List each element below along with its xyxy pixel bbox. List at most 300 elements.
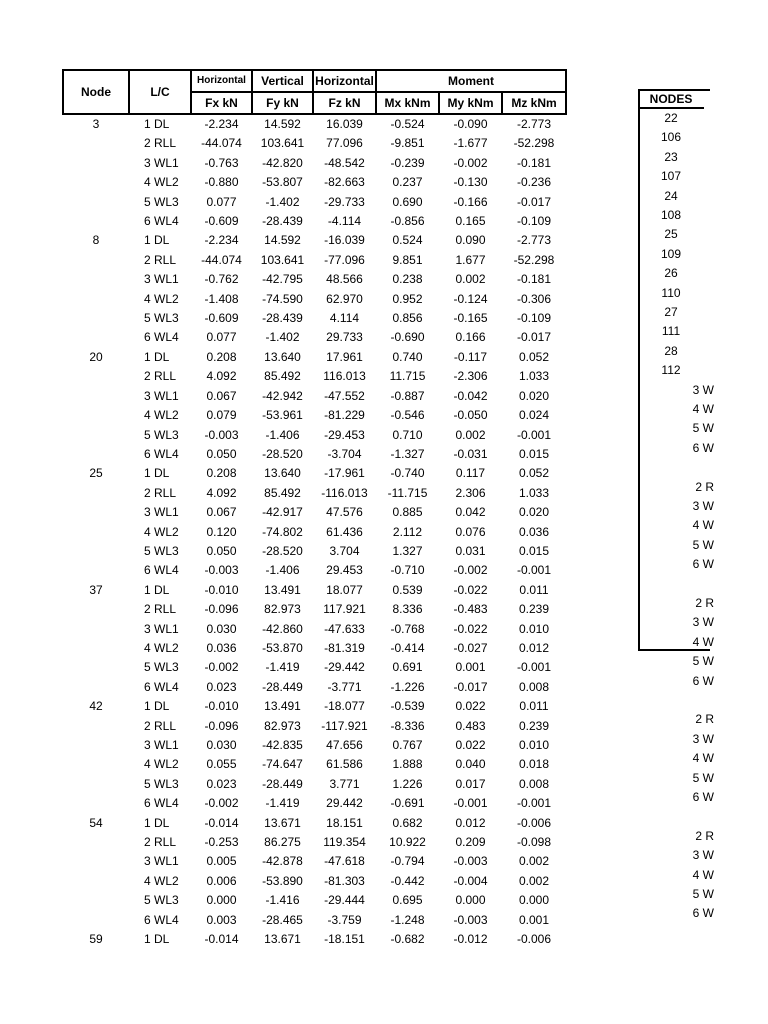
header-fy: Fy kN (252, 92, 313, 114)
cell-mx: -0.740 (390, 466, 425, 481)
cell-my: 0.001 (455, 660, 486, 675)
reaction-table (62, 69, 567, 949)
cell-mz: 0.011 (519, 582, 549, 597)
cell-fx: 0.050 (206, 446, 237, 461)
cell-fy: -74.590 (262, 291, 303, 306)
table-row (63, 717, 566, 736)
cell-fx: -0.880 (204, 175, 239, 190)
cell-mz: 0.024 (518, 408, 550, 423)
header-mx: Mx kNm (376, 92, 439, 114)
cell-node (63, 290, 129, 309)
cell-mx: 0.695 (392, 893, 423, 908)
cell-mz: -2.773 (516, 233, 552, 248)
cell-fy: 103.641 (260, 136, 305, 151)
cell-fz: 3.704 (329, 543, 360, 558)
cell-fy: -28.520 (262, 543, 303, 558)
cell-node (63, 658, 129, 677)
table-row (63, 348, 566, 367)
cell-fx: -0.609 (204, 214, 239, 229)
cell-my: 0.002 (455, 427, 486, 442)
cell-fz: -29.453 (324, 427, 365, 442)
cell-mx: -0.524 (390, 117, 425, 131)
cell-fx: 0.030 (206, 738, 237, 752)
cell-fy: 85.492 (264, 369, 301, 384)
cell-mz: 0.008 (518, 679, 550, 694)
load-case-fragment: 2 R (695, 479, 714, 494)
cell-fy: 82.973 (264, 602, 301, 617)
cell-mx: -8.336 (390, 718, 425, 733)
load-case-fragment: 3 W (692, 499, 714, 513)
cell-fy: 82.973 (264, 718, 301, 733)
cell-node: 37 (89, 582, 103, 597)
cell-mz: -0.001 (516, 796, 552, 811)
cell-my: 0.166 (455, 330, 486, 345)
table-row (63, 814, 566, 833)
cell-lc: 6 WL4 (144, 563, 179, 578)
cell-my: -0.002 (453, 155, 488, 170)
cell-mz: 0.001 (518, 912, 550, 927)
cell-fy: -42.917 (262, 505, 303, 520)
cell-node (63, 872, 129, 891)
cell-fz: -47.633 (324, 621, 365, 636)
cell-my: -0.042 (453, 388, 488, 403)
header-vertical: Vertical (252, 70, 313, 92)
load-case-fragment: 6 W (692, 557, 714, 572)
cell-fy: 14.592 (264, 233, 301, 248)
cell-mz: -0.001 (516, 563, 552, 578)
cell-fy: -28.520 (262, 446, 303, 461)
cell-lc: 4 WL2 (144, 524, 179, 539)
cell-fy: -1.402 (265, 330, 300, 345)
cell-lc: 3 WL1 (144, 621, 179, 636)
cell-fz: -81.303 (324, 873, 365, 888)
header-mz: Mz kNm (502, 92, 566, 114)
cell-fy: -1.419 (265, 660, 300, 675)
cell-lc: 6 WL4 (144, 912, 179, 927)
cell-mx: 0.856 (392, 311, 423, 326)
cell-node: 8 (92, 233, 100, 248)
load-case-fragment: 6 W (692, 906, 714, 921)
cell-mx: 1.226 (392, 776, 423, 791)
cell-mx: -0.794 (390, 854, 425, 869)
cell-fz: 119.354 (323, 835, 366, 850)
header-node: Node (63, 70, 129, 114)
node-id: 109 (660, 246, 682, 261)
cell-my: 0.042 (455, 505, 486, 520)
cell-fx: 0.006 (206, 873, 237, 888)
cell-fx: 0.067 (206, 388, 237, 403)
cell-fy: 13.491 (264, 582, 301, 597)
cell-fx: -44.074 (201, 136, 242, 151)
cell-fz: -3.759 (327, 912, 362, 927)
cell-my: -0.004 (453, 873, 488, 888)
cell-mx: -11.715 (387, 485, 428, 500)
load-case-fragment: 6 W (692, 440, 714, 455)
cell-lc: 1 DL (144, 233, 170, 248)
cell-node (63, 736, 129, 755)
cell-mz: -0.306 (516, 291, 552, 306)
cell-my: -0.130 (453, 175, 488, 190)
cell-node (63, 891, 129, 910)
cell-mx: -0.414 (390, 640, 425, 655)
cell-lc: 1 DL (144, 582, 170, 597)
cell-node (63, 173, 129, 192)
cell-lc: 6 WL4 (144, 214, 179, 229)
cell-my: -0.166 (453, 194, 488, 209)
load-case-fragment: 5 W (692, 887, 714, 901)
cell-node (63, 503, 129, 522)
table-row (63, 658, 566, 677)
cell-node (63, 561, 129, 580)
cell-fx: 0.005 (206, 854, 237, 869)
cell-node (63, 911, 129, 930)
table-row (63, 600, 566, 619)
cell-fx: 0.067 (206, 505, 237, 520)
cell-node (63, 445, 129, 464)
cell-fy: -28.439 (262, 214, 303, 229)
header-lc: L/C (129, 70, 191, 114)
table-row (63, 561, 566, 580)
cell-fx: 0.077 (206, 330, 237, 345)
cell-node (63, 251, 129, 270)
node-id: 25 (664, 227, 678, 242)
cell-fy: -28.439 (262, 311, 303, 326)
cell-my: 0.483 (455, 718, 486, 733)
cell-mx: 0.740 (392, 349, 423, 364)
cell-my: -0.017 (453, 679, 488, 694)
cell-mx: -0.768 (390, 621, 425, 636)
cell-node: 25 (89, 466, 103, 481)
cell-lc: 1 DL (144, 466, 170, 481)
cell-mx: 0.237 (392, 175, 423, 190)
cell-mx: -0.442 (390, 873, 425, 888)
load-case-fragment: 4 W (692, 518, 714, 533)
cell-fz: -48.542 (324, 155, 365, 170)
node-id: 23 (664, 149, 678, 164)
cell-fy: 14.592 (264, 117, 301, 131)
node-id: 110 (661, 285, 681, 300)
cell-fz: 48.566 (326, 272, 363, 287)
cell-node (63, 154, 129, 173)
cell-fz: -3.771 (327, 679, 362, 694)
cell-mz: -0.017 (516, 330, 552, 345)
cell-fy: 86.275 (264, 835, 301, 850)
header-fx: Fx kN (191, 92, 252, 114)
cell-fx: -0.762 (204, 272, 239, 287)
table-row (63, 367, 566, 386)
cell-my: 1.677 (455, 252, 486, 267)
cell-fz: 29.442 (326, 796, 363, 811)
cell-fy: -1.419 (265, 796, 300, 811)
cell-mx: -0.856 (390, 214, 425, 229)
cell-mz: 0.036 (518, 524, 550, 539)
cell-fx: -0.609 (204, 311, 239, 326)
cell-node: 3 (92, 117, 100, 131)
load-case-fragment: 6 W (692, 790, 714, 804)
cell-fy: -28.465 (262, 912, 303, 927)
cell-mx: -1.327 (390, 446, 425, 461)
cell-node (63, 620, 129, 639)
cell-my: -0.027 (453, 640, 488, 655)
cell-fx: 0.030 (206, 621, 237, 636)
load-case-fragment: 3 W (692, 848, 714, 863)
cell-mz: 0.000 (518, 893, 550, 908)
table-row (63, 231, 566, 250)
cell-my: 0.040 (455, 757, 486, 772)
cell-lc: 4 WL2 (144, 640, 179, 655)
cell-fz: -81.319 (324, 640, 365, 655)
cell-mz: -0.001 (516, 427, 552, 442)
cell-my: -0.001 (453, 796, 488, 811)
cell-my: 0.012 (455, 815, 486, 830)
cell-node (63, 833, 129, 852)
cell-lc: 4 WL2 (144, 873, 179, 888)
cell-fx: 0.023 (206, 776, 237, 791)
cell-node (63, 639, 129, 658)
table-row (63, 134, 566, 153)
cell-fx: -0.003 (204, 427, 239, 442)
cell-lc: 5 WL3 (144, 194, 179, 209)
cell-fy: -74.802 (262, 524, 303, 539)
cell-my: -0.090 (453, 117, 488, 131)
cell-mx: 8.336 (392, 602, 423, 617)
cell-lc: 3 WL1 (144, 854, 179, 869)
node-id: 24 (664, 188, 678, 203)
load-case-fragment: 6 W (692, 673, 714, 688)
table-row (63, 542, 566, 561)
cell-mx: -0.690 (390, 330, 425, 345)
node-id: 27 (664, 305, 678, 319)
cell-fz: 17.961 (326, 349, 363, 364)
cell-mz: -52.298 (513, 136, 555, 151)
cell-fy: 13.671 (264, 932, 301, 947)
cell-mx: 11.715 (389, 369, 426, 384)
cell-fx: -0.003 (204, 563, 239, 578)
table-row (63, 290, 566, 309)
cell-fz: -47.618 (324, 854, 365, 869)
cell-fx: -2.234 (204, 117, 239, 131)
cell-mz: -0.109 (516, 214, 552, 229)
cell-lc: 5 WL3 (144, 427, 179, 442)
cell-fy: -1.406 (265, 563, 300, 578)
cell-mz: 1.033 (518, 485, 550, 500)
cell-lc: 6 WL4 (144, 679, 179, 694)
cell-node (63, 212, 129, 231)
table-row (63, 154, 566, 173)
cell-fy: -74.647 (262, 757, 303, 772)
cell-my: 0.017 (455, 776, 486, 791)
cell-mz: 0.020 (518, 388, 550, 403)
cell-fz: 29.453 (326, 563, 363, 578)
cell-my: -0.012 (453, 932, 488, 947)
cell-fz: 29.733 (326, 330, 363, 345)
cell-my: -0.031 (453, 446, 488, 461)
cell-fz: -116.013 (321, 485, 368, 500)
cell-my: -0.022 (453, 621, 488, 636)
cell-fx: -2.234 (204, 233, 239, 248)
cell-mz: 0.239 (518, 718, 550, 733)
cell-fz: -3.704 (327, 446, 362, 461)
cell-fx: -0.010 (204, 582, 239, 597)
cell-mz: 0.015 (518, 543, 550, 558)
cell-node (63, 426, 129, 445)
cell-lc: 2 RLL (144, 369, 177, 384)
cell-my: -0.483 (453, 602, 488, 617)
cell-mx: 2.112 (392, 524, 423, 539)
cell-mx: 0.885 (392, 505, 423, 520)
cell-fy: -42.878 (262, 854, 303, 869)
cell-fz: 77.096 (326, 136, 363, 151)
cell-fz: 61.436 (326, 524, 363, 539)
cell-fy: 103.641 (260, 252, 305, 267)
cell-fx: -0.096 (204, 602, 239, 617)
load-case-fragment: 2 R (695, 596, 714, 610)
cell-fy: 13.671 (264, 815, 301, 830)
cell-mz: -0.098 (516, 835, 552, 850)
load-case-fragment: 3 W (692, 382, 714, 397)
node-id: 26 (664, 266, 678, 281)
cell-fz: -82.663 (324, 175, 365, 190)
table-row (63, 678, 566, 697)
cell-my: -0.003 (453, 912, 488, 927)
cell-lc: 5 WL3 (144, 776, 179, 791)
table-row (63, 833, 566, 852)
cell-lc: 4 WL2 (144, 175, 179, 190)
cell-mx: 0.539 (392, 582, 423, 597)
cell-my: -0.117 (453, 349, 488, 364)
cell-my: 0.117 (455, 466, 486, 481)
cell-lc: 5 WL3 (144, 893, 179, 908)
cell-fx: 4.092 (206, 369, 237, 384)
table-row (63, 309, 566, 328)
cell-fx: 0.055 (206, 757, 237, 772)
cell-fz: -29.444 (324, 893, 365, 908)
nodes-header: NODES (638, 89, 704, 109)
cell-fx: 0.077 (206, 194, 237, 209)
cell-fx: 0.036 (206, 640, 237, 655)
cell-fy: 13.640 (264, 466, 301, 481)
cell-fz: -16.039 (324, 233, 365, 248)
cell-mz: -0.181 (516, 272, 552, 287)
cell-my: -1.677 (453, 136, 488, 151)
cell-fy: -53.870 (262, 640, 303, 655)
table-row (63, 387, 566, 406)
cell-mx: 0.524 (392, 233, 423, 248)
cell-my: 0.000 (455, 893, 486, 908)
cell-lc: 3 WL1 (144, 505, 179, 520)
clipped-side-column (600, 0, 714, 1024)
table-row (63, 620, 566, 639)
cell-mz: 0.020 (518, 505, 550, 520)
load-case-fragment: 3 W (692, 615, 714, 630)
cell-fz: -77.096 (324, 252, 365, 267)
cell-my: -0.165 (453, 311, 488, 326)
cell-fy: -53.890 (262, 873, 303, 888)
load-case-fragment: 4 W (692, 867, 714, 882)
cell-fy: -42.820 (262, 155, 303, 170)
cell-mx: 9.851 (392, 252, 423, 267)
cell-fy: 13.491 (264, 699, 301, 714)
cell-lc: 2 RLL (144, 835, 177, 850)
table-row (63, 872, 566, 891)
cell-mz: 0.052 (518, 349, 550, 364)
cell-node (63, 134, 129, 153)
table-row (63, 464, 566, 483)
node-id: 106 (660, 130, 682, 145)
table-row (63, 484, 566, 503)
cell-fx: 0.208 (206, 349, 237, 364)
cell-fz: -17.961 (324, 466, 365, 481)
cell-node (63, 600, 129, 619)
cell-node (63, 755, 129, 774)
table-row (63, 697, 566, 716)
load-case-fragment: 3 W (692, 731, 714, 746)
cell-lc: 1 DL (144, 117, 170, 131)
cell-fz: -81.229 (324, 408, 365, 423)
cell-mx: -0.239 (390, 155, 425, 170)
cell-mz: -52.298 (513, 252, 555, 267)
cell-node (63, 484, 129, 503)
cell-lc: 2 RLL (144, 252, 177, 267)
cell-my: 0.031 (455, 543, 486, 558)
cell-fy: -53.961 (262, 408, 303, 423)
cell-node (63, 328, 129, 347)
table-row (63, 930, 566, 949)
cell-mz: -0.006 (516, 815, 552, 830)
cell-node (63, 775, 129, 794)
cell-fz: -18.077 (324, 699, 365, 714)
cell-lc: 4 WL2 (144, 408, 179, 423)
cell-fx: 0.079 (206, 408, 237, 423)
cell-fz: -29.733 (324, 194, 365, 209)
node-id: 28 (664, 343, 678, 358)
cell-mz: -0.236 (516, 175, 552, 190)
cell-fy: -53.807 (262, 175, 303, 190)
cell-node (63, 717, 129, 736)
cell-fx: -0.096 (204, 718, 239, 733)
cell-fy: -42.835 (262, 738, 303, 752)
load-case-fragment: 2 R (695, 828, 714, 843)
cell-fz: 47.656 (326, 738, 363, 752)
cell-my: -0.002 (453, 563, 488, 578)
cell-fx: -44.074 (201, 252, 242, 267)
load-case-fragment: 4 W (692, 402, 714, 416)
cell-fy: -28.449 (262, 679, 303, 694)
cell-fx: -0.014 (204, 932, 239, 947)
table-row (63, 523, 566, 542)
cell-my: -0.022 (453, 582, 488, 597)
cell-node: 59 (89, 932, 103, 947)
cell-lc: 1 DL (144, 699, 170, 714)
cell-node (63, 852, 129, 871)
cell-fz: -117.921 (321, 718, 368, 733)
cell-lc: 1 DL (144, 349, 170, 364)
table-row (63, 328, 566, 347)
cell-mx: 1.888 (392, 757, 423, 772)
cell-fy: 85.492 (264, 485, 301, 500)
cell-fx: -1.408 (204, 291, 239, 306)
load-case-fragment: 5 W (692, 770, 714, 785)
cell-node (63, 523, 129, 542)
cell-node (63, 309, 129, 328)
cell-node (63, 193, 129, 212)
load-case-fragment: 5 W (692, 537, 714, 552)
cell-mz: 1.033 (518, 369, 550, 384)
cell-node: 42 (89, 699, 103, 714)
cell-fz: 116.013 (323, 369, 366, 384)
cell-fy: -42.942 (262, 388, 303, 403)
cell-node (63, 270, 129, 289)
